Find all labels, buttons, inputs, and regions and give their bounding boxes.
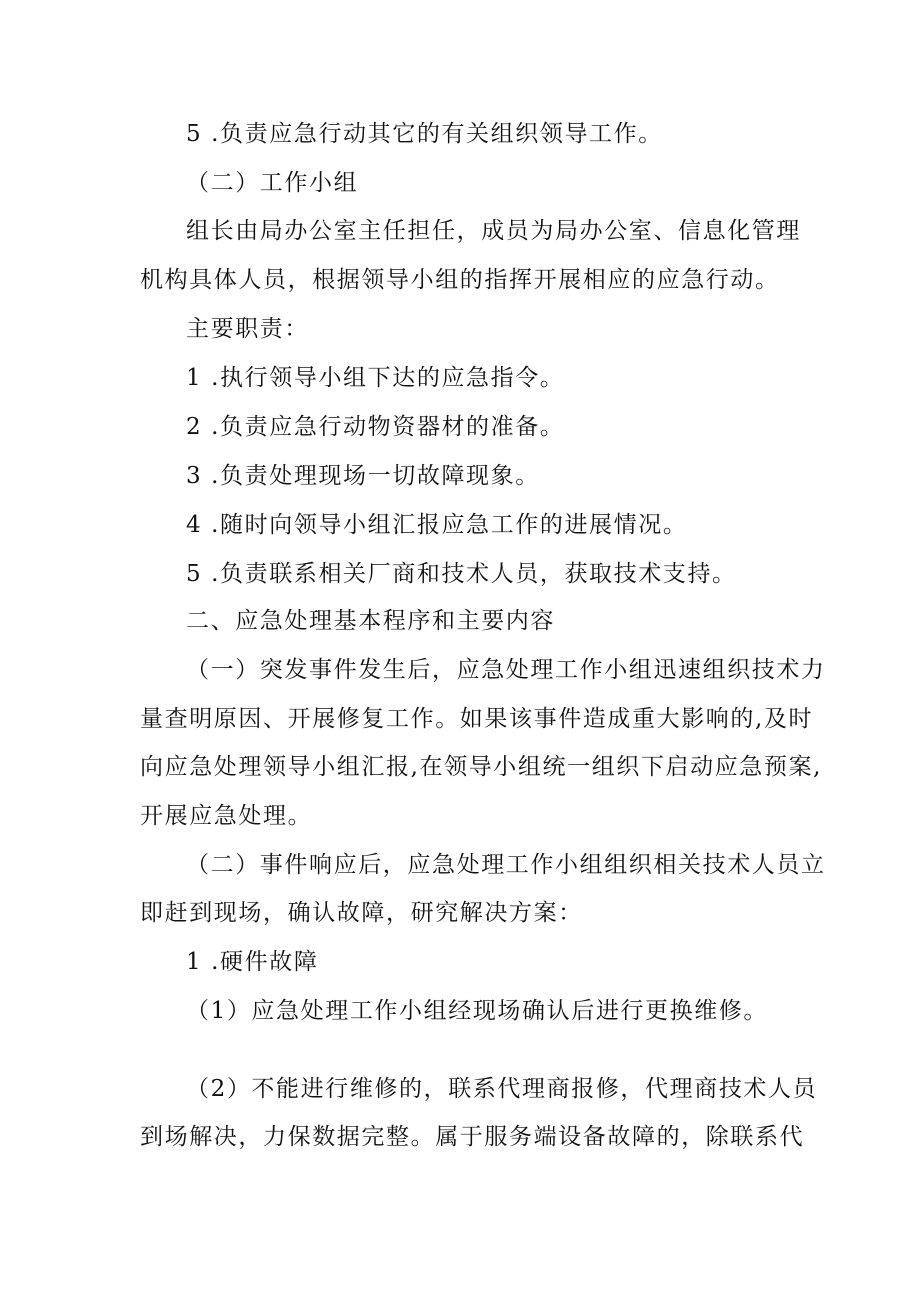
text-line: 5 .负责应急行动其它的有关组织领导工作。 xyxy=(186,121,663,147)
text-line: 机构具体人员，根据领导小组的指挥开展相应的应急行动。 xyxy=(140,267,780,293)
text-line: 开展应急处理。 xyxy=(140,803,313,829)
section-heading: （二）工作小组 xyxy=(186,170,359,196)
text-line: 主要职责： xyxy=(186,316,309,342)
list-item: 4 .随时向领导小组汇报应急工作的进展情况。 xyxy=(186,512,688,538)
text-line: （一）突发事件发生后，应急处理工作小组迅速组织技术力 xyxy=(186,657,826,683)
list-item: （1）应急处理工作小组经现场确认后进行更换维修。 xyxy=(186,998,769,1024)
section-heading: 二、应急处理基本程序和主要内容 xyxy=(186,608,555,634)
text-line: （二）事件响应后，应急处理工作小组组织相关技术人员立 xyxy=(186,852,826,878)
list-item: 3 .负责处理现场一切故障现象。 xyxy=(186,463,540,489)
text-line: 向应急处理领导小组汇报,在领导小组统一组织下启动应急预案, xyxy=(140,754,823,780)
text-line: 即赶到现场，确认故障，研究解决方案： xyxy=(140,900,583,926)
text-line: 组长由局办公室主任担任，成员为局办公室、信息化管理 xyxy=(186,218,801,244)
list-item: 1 .硬件故障 xyxy=(186,949,319,975)
list-item: 2 .负责应急行动物资器材的准备。 xyxy=(186,414,565,440)
text-line: 量查明原因、开展修复工作。如果该事件造成重大影响的,及时 xyxy=(140,706,814,732)
list-item: 5 .负责联系相关厂商和技术人员，获取技术支持。 xyxy=(186,561,737,587)
text-line: 到场解决，力保数据完整。属于服务端设备故障的，除联系代 xyxy=(140,1124,805,1150)
list-item: 1 .执行领导小组下达的应急指令。 xyxy=(186,365,565,391)
list-item: （2）不能进行维修的，联系代理商报修，代理商技术人员 xyxy=(186,1076,818,1102)
